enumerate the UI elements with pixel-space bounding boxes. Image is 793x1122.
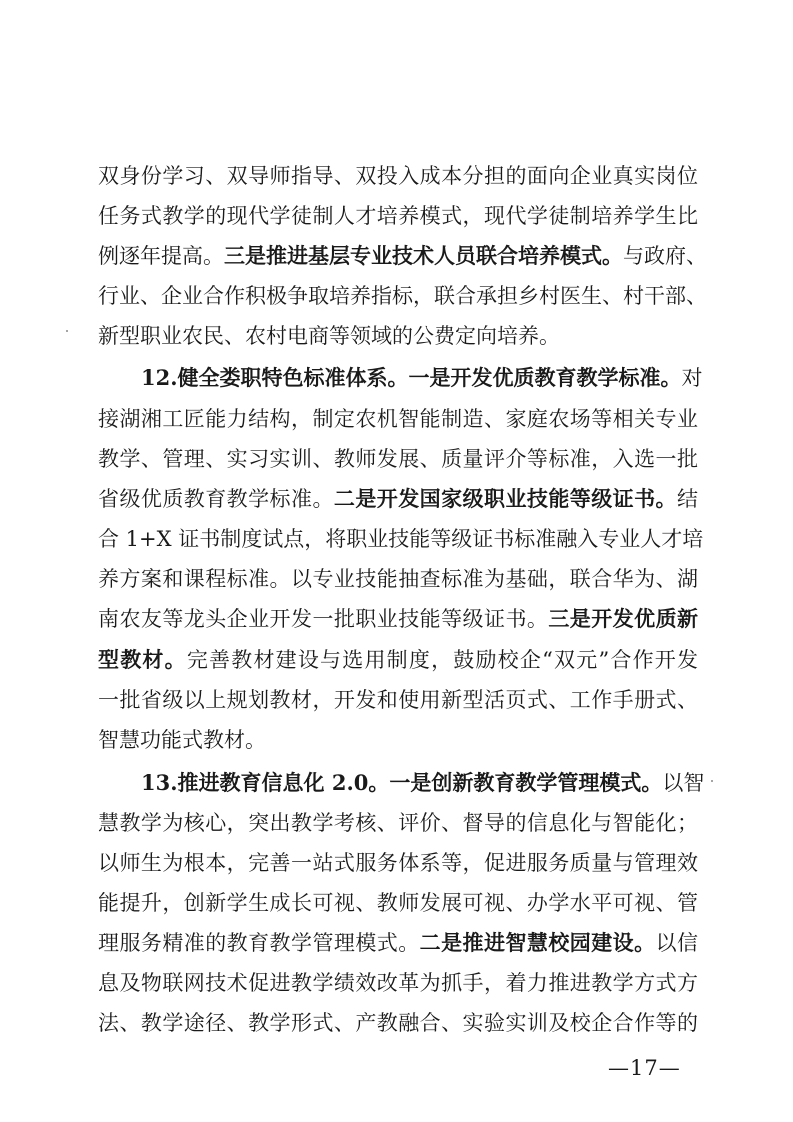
scan-speck (711, 780, 713, 782)
text-run: 合 1+X 证书制度试点，将职业技能等级证书标准融入专业人才培 (98, 527, 704, 551)
text-line (98, 928, 698, 958)
text-line (98, 685, 698, 715)
text-run: 结 (677, 487, 699, 511)
bold-text-run: 三是开发优质新 (548, 606, 699, 631)
text-run: 息及物联网技术促进教学绩效改革为抓手，着力推进教学方式方 (98, 971, 698, 995)
text-line (98, 241, 707, 271)
text-run: 法、教学途径、教学形式、产教融合、实验实训及校企合作等的 (98, 1011, 698, 1035)
text-run: 双身份学习、双导师指导、双投入成本分担的面向企业真实岗位 (98, 164, 698, 188)
bold-text-run: 二是推进智慧校园建设。 (419, 930, 656, 955)
text-line (98, 1008, 698, 1038)
text-run: 理服务精准的教育教学管理模式。 (98, 931, 420, 955)
text-run: 行业、企业合作积极争取培养指标，联合承担乡村医生、村干部、 (98, 284, 707, 308)
text-run: 养方案和课程标准。以专业技能抽查标准为基础，联合华为、湖 (98, 567, 698, 591)
text-line (98, 848, 698, 878)
text-run: 对 (681, 366, 703, 390)
text-run: 南农友等龙头企业开发一批职业技能等级证书。 (98, 607, 549, 631)
text-line (98, 281, 707, 311)
text-line (98, 201, 698, 231)
text-line (98, 524, 704, 554)
text-line (98, 968, 698, 998)
bold-text-run: 二是开发国家级职业技能等级证书。 (333, 486, 678, 511)
text-line (98, 161, 698, 191)
bold-text-run: 三是推进基层专业技术人员联合培养模式。 (224, 243, 623, 268)
text-line (98, 484, 698, 514)
text-line (98, 444, 698, 474)
text-run: 省级优质教育教学标准。 (98, 487, 334, 511)
text-run: 接湖湘工匠能力结构，制定农机智能制造、家庭农场等相关专业 (98, 407, 698, 431)
bold-text-run: 12.健全娄职特色标准体系。一是开发优质教育教学标准。 (141, 365, 682, 390)
section-12-heading-line (141, 363, 703, 393)
text-line (98, 321, 698, 351)
text-line (98, 404, 698, 434)
text-line (98, 808, 698, 838)
text-run: 以智 (662, 771, 705, 795)
scan-speck (66, 330, 68, 332)
text-run: 新型职业农民、农村电商等领域的公费定向培养。 (98, 324, 560, 348)
text-run: 例逐年提高。 (98, 244, 224, 268)
text-run: 与政府、 (623, 244, 707, 268)
text-line (98, 645, 698, 675)
text-line (98, 888, 698, 918)
section-13-heading-line (141, 768, 705, 798)
text-line (98, 725, 698, 755)
text-run: 教学、管理、实习实训、教师发展、质量评介等标准，入选一批 (98, 447, 698, 471)
page-number: —17— (608, 1056, 681, 1080)
text-line (98, 604, 698, 634)
text-run: 完善教材建设与选用制度，鼓励校企“双元”合作开发 (186, 648, 698, 672)
text-run: 能提升，创新学生成长可视、教师发展可视、办学水平可视、管 (98, 891, 698, 915)
text-run: 一批省级以上规划教材，开发和使用新型活页式、工作手册式、 (98, 688, 698, 712)
text-run: 以师生为根本，完善一站式服务体系等，促进服务质量与管理效 (98, 851, 698, 875)
text-run: 慧教学为核心，突出教学考核、评价、督导的信息化与智能化； (98, 811, 698, 835)
text-line (98, 564, 698, 594)
text-run: 以信 (655, 931, 699, 955)
text-run: 智慧功能式教材。 (98, 728, 266, 752)
text-run: 任务式教学的现代学徒制人才培养模式，现代学徒制培养学生比 (98, 204, 698, 228)
bold-text-run: 13.推进教育信息化 2.0。一是创新教育教学管理模式。 (141, 770, 663, 795)
bold-text-run: 型教材。 (98, 647, 187, 672)
